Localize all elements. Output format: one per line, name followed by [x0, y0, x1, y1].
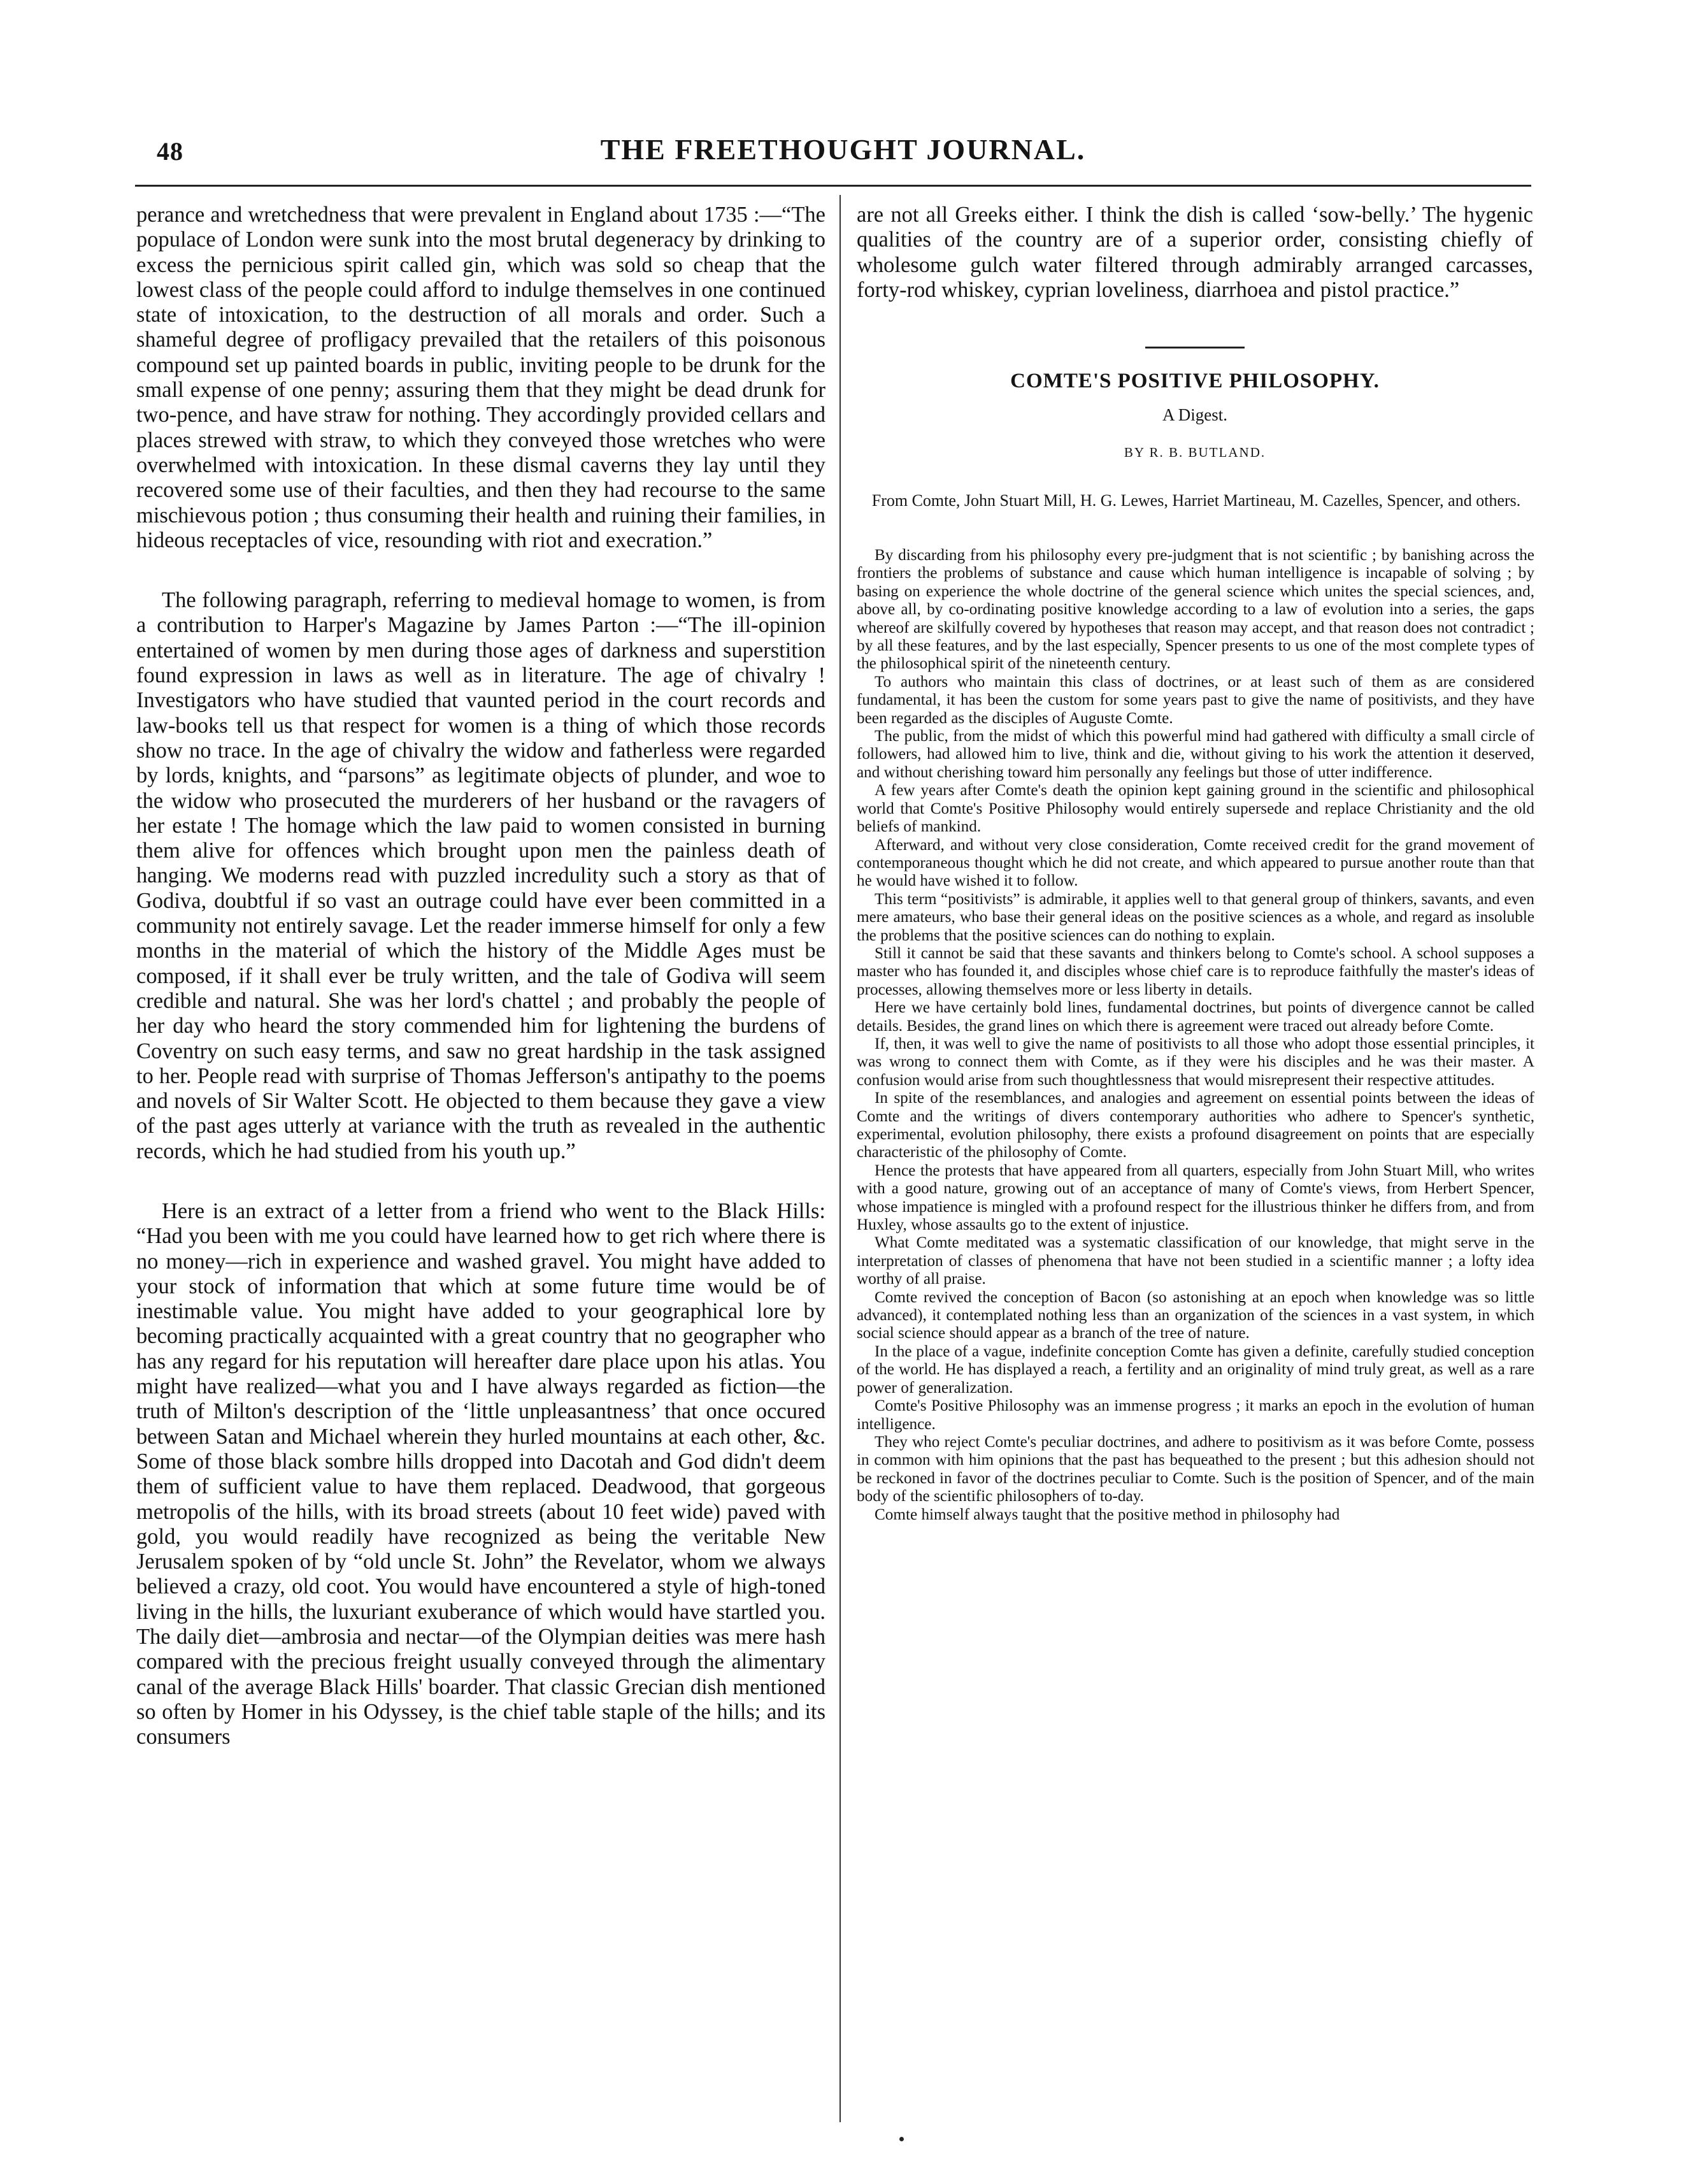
left-column — [136, 203, 825, 1750]
header-rule — [135, 185, 1531, 187]
article-subtitle: A Digest. — [1162, 405, 1227, 424]
article-paragraph: In spite of the resemblances, and analogies and agreement on essential points between the ideas of Comte and the writings of divers contemporary authorities who adhere to Spencer's synthetic, experimental, evolution philosophy, there exists a profound disagreement on points that are especially characteristic of the philosophy of Comte. — [857, 1089, 1534, 1161]
article-paragraph: Comte's Positive Philosophy was an immense progress ; it marks an epoch in the evolution of human intelligence. — [857, 1397, 1534, 1433]
article-body — [857, 547, 1534, 1524]
continued-paragraph: are not all Greeks either. I think the dish is called ‘sow-belly.’ The hygenic qualities of the country are of a superior order, consisting chiefly of wholesome gulch water filtered through admirably arranged carcasses, forty-rod whiskey, cyprian loveliness, diarrhoea and pistol practice.” — [857, 203, 1533, 302]
article-paragraph: This term “positivists” is admirable, it applies well to that general group of thinkers, savants, and even mere amateurs, who base their general ideas on the positive sciences as a whole, and regard as insoluble the problems that the positive sciences can do nothing to explain. — [857, 890, 1534, 944]
section-divider — [1145, 347, 1245, 348]
article-paragraph: The public, from the midst of which this powerful mind had gathered with difficulty a small circle of followers, had allowed him to live, think and die, without giving to his work the attention it deserved, and without cherishing toward him personally any feelings but those of utter indifference. — [857, 728, 1534, 781]
article-byline: BY R. B. BUTLAND. — [1124, 445, 1266, 460]
left-paragraph: The following paragraph, referring to medieval homage to women, is from a contribution to Harper's Magazine by James Parton :—“The ill-opinion entertained of women by men during those ages of darkness and superstition found expression in laws as well as in literature. The age of chivalry ! Investigators who have studied that vaunted period in the court records and law-books tell us that respect for women is a thing of which those records show no trace. In the age of chivalry the widow and fatherless were regarded by lords, knights, and “parsons” as legitimate objects of plunder, and woe to the widow who prosecuted the murderers of her husband or the ravagers of her estate ! The homage which the law paid to women consisted in burning them alive for offences which brought upon men the painless death of hanging. We moderns read with puzzled incredulity such a story as that of Godiva, doubtful if so vast an outrage could have ever been committed in a community not entirely savage. Let the reader immerse himself for only a few months in the material of which the history of the Middle Ages must be composed, if it shall ever be truly written, and the tale of Godiva will seem credible and natural. She was her lord's chattel ; and probably the people of her day who heard the story commended him for lightening the burdens of Coventry on such easy terms, and saw no great hardship in the task assigned to her. People read with surprise of Thomas Jefferson's antipathy to the poems and novels of Sir Walter Scott. He objected to them because they gave a view of the past ages utterly at variance with the truth as revealed in the authentic records, which he had studied from his youth up.” — [136, 588, 825, 1163]
article-paragraph: They who reject Comte's peculiar doctrines, and adhere to positivism as it was before Comte, possess in common with him opinions that the past has bequeathed to the present ; but this adhesion should not be reckoned in favor of the doctrines peculiar to Comte. Such is the position of Spencer, and of the main body of the scientific philosophers of to-day. — [857, 1433, 1534, 1505]
article-paragraph: Comte revived the conception of Bacon (so astonishing at an epoch when knowledge was so little advanced), it contemplated nothing less than an organization of the sciences in a vast system, in which social science should appear as a branch of the tree of nature. — [857, 1288, 1534, 1342]
article-paragraph: By discarding from his philosophy every pre-judgment that is not scientific ; by banishing across the frontiers the problems of substance and cause which human intelligence is incapable of solving ; by basing on experience the whole doctrine of the general science which unites the special sciences, and, above all, by co-ordinating positive knowledge according to a law of evolution into a series, the gaps whereof are skilfully covered by hypotheses that reason may accept, and that reason does not contradict ; by all these features, and by the last especially, Spencer presents to us one of the most complete types of the philosophical spirit of the nineteenth century. — [857, 547, 1534, 673]
left-paragraph: Here is an extract of a letter from a friend who went to the Black Hills: “Had you been with me you could have learned how to get rich where there is no money—rich in experience and washed gravel. You might have added to your stock of information that which at some future time would be of inestimable value. You might have added to your geographical lore by becoming practically acquainted with a great country that no geographer who has any regard for his reputation will hereafter dare place upon his atlas. You might have realized—what you and I have always regarded as fiction—the truth of Milton's description of the ‘little unpleasantness’ that once occured between Satan and Michael wherein they hurled mountains at each other, &c. Some of those black sombre hills dropped into Dacotah and God didn't deem them of sufficient value to have them replaced. Deadwood, that gorgeous metropolis of the hills, with its broad streets (about 10 feet wide) paved with gold, you would readily have recognized as being the veritable New Jerusalem spoken of by “old uncle St. John” the Revelator, whom we always believed a crazy, old coot. You would have encountered a style of high-toned living in the hills, the luxuriant exuberance of which would have startled you. The daily diet—ambrosia and nectar—of the Olympian deities was mere hash compared with the precious freight usually conveyed through the alimentary canal of the average Black Hills' boarder. That classic Grecian dish mentioned so often by Homer in his Odyssey, is the chief table staple of the hills; and its consumers — [136, 1198, 825, 1749]
right-column-continuation — [857, 203, 1533, 303]
article-paragraph: A few years after Comte's death the opinion kept gaining ground in the scientific and philosophical world that Comte's Positive Philosophy would entirely supersede and replace Christianity and the old beliefs of mankind. — [857, 782, 1534, 836]
article-paragraph: If, then, it was well to give the name of positivists to all those who adopt those essential principles, it was wrong to connect them with Comte, as if they were his disciples and he was their master. A confusion would arise from such thoughtlessness that would misrepresent their respective attitudes. — [857, 1035, 1534, 1089]
article-sources: From Comte, John Stuart Mill, H. G. Lewes, Harriet Martineau, M. Cazelles, Spencer, and others. — [871, 491, 1521, 510]
article-paragraph: Afterward, and without very close consideration, Comte received credit for the grand movement of contemporaneous thought which he did not create, and which appeared to pursue another route than that he would have wished it to follow. — [857, 836, 1534, 890]
article-paragraph: Comte himself always taught that the positive method in philosophy had — [875, 1505, 1340, 1523]
article-paragraph: Hence the protests that have appeared from all quarters, especially from John Stuart Mill, who writes with a good nature, growing out of an acceptance of many of Comte's views, from Herbert Spencer, whose impatience is mingled with a profound respect for the illustrious thinker he differs from, and from Huxley, whose assaults go to the extent of injustice. — [857, 1161, 1534, 1234]
article-paragraph: Still it cannot be said that these savants and thinkers belong to Comte's school. A school supposes a master who has founded it, and disciples whose chief care is to reproduce faithfully the master's ideas of processes, allowing themselves more or less liberty in details. — [857, 944, 1534, 998]
article-paragraph: Here we have certainly bold lines, fundamental doctrines, but points of divergence cannot be called details. Besides, the grand lines on which there is agreement were traced out already before Comte. — [857, 999, 1534, 1035]
article-paragraph: In the place of a vague, indefinite conception Comte has given a definite, carefully studied conception of the world. He has displayed a reach, a fertility and an originality of mind truly great, as well as a rare power of generalization. — [857, 1342, 1534, 1397]
ink-mark — [899, 2137, 904, 2141]
article-paragraph: To authors who maintain this class of doctrines, or at least such of them as are considered fundamental, it has been the custom for some years past to give the name of positivists, and they have been regarded as the disciples of Auguste Comte. — [857, 673, 1534, 727]
column-divider — [839, 195, 841, 2122]
article-paragraph: What Comte meditated was a systematic classification of our knowledge, that might serve in the interpretation of classes of phenomena that have not been studied in a scientific manner ; a lofty idea worthy of all praise. — [857, 1234, 1534, 1288]
article-title: COMTE'S POSITIVE PHILOSOPHY. — [1010, 370, 1380, 392]
page-number: 48 — [157, 137, 183, 166]
left-paragraph: perance and wretchedness that were prevalent in England about 1735 :—“The populace of London were sunk into the most brutal degeneracy by drinking to excess the pernicious spirit called gin, which was sold so cheap that the lowest class of the people could afford to indulge themselves in one continued state of intoxication, to the destruction of all morals and order. Such a shameful degree of profligacy prevailed that the retailers of this poisonous compound set up painted boards in public, inviting people to be drunk for the small expense of one penny; assuring them that they might be dead drunk for two-pence, and have straw for nothing. They accordingly provided cellars and places strewed with straw, to which they conveyed those wretches who were overwhelmed with intoxication. In these dismal caverns they lay until they recovered some use of their faculties, and then they had recourse to the same mischievous potion ; thus consuming their health and ruining their families, in hideous receptacles of vice, resounding with riot and execration.” — [136, 203, 825, 552]
journal-title: THE FREETHOUGHT JOURNAL. — [600, 133, 1086, 166]
